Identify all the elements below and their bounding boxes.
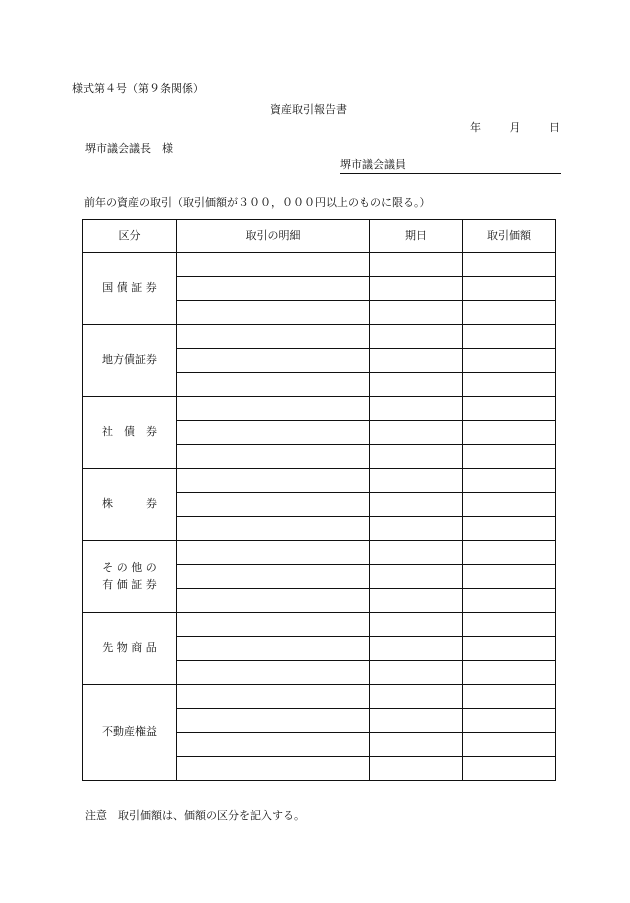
date-cell[interactable] — [370, 469, 463, 493]
date-cell[interactable] — [370, 445, 463, 469]
category-cell — [83, 253, 177, 325]
table-row — [83, 397, 556, 421]
amount-cell[interactable] — [463, 421, 556, 445]
table-row — [83, 325, 556, 349]
table-row — [83, 613, 556, 637]
details-cell[interactable] — [177, 493, 370, 517]
details-cell[interactable] — [177, 445, 370, 469]
details-cell[interactable] — [177, 373, 370, 397]
date-cell[interactable] — [370, 661, 463, 685]
table-row — [83, 469, 556, 493]
reporter-signature-line[interactable] — [340, 159, 561, 174]
details-cell[interactable] — [177, 541, 370, 565]
amount-cell[interactable] — [463, 397, 556, 421]
details-cell[interactable] — [177, 661, 370, 685]
category-cell — [83, 397, 177, 469]
category-cell — [83, 325, 177, 397]
category-cell — [83, 469, 177, 541]
details-cell[interactable] — [177, 637, 370, 661]
amount-cell[interactable] — [463, 613, 556, 637]
details-cell[interactable] — [177, 565, 370, 589]
details-cell[interactable] — [177, 757, 370, 781]
header-details: 取引の明細 — [177, 220, 370, 253]
addressee: 堺市議会議長 様 — [85, 142, 173, 155]
details-cell[interactable] — [177, 253, 370, 277]
details-cell[interactable] — [177, 517, 370, 541]
details-cell[interactable] — [177, 589, 370, 613]
category-label: 国 債 証 券 — [102, 281, 157, 295]
details-cell[interactable] — [177, 397, 370, 421]
amount-cell[interactable] — [463, 325, 556, 349]
header-amount: 取引価額 — [463, 220, 556, 253]
details-cell[interactable] — [177, 469, 370, 493]
category-label: 先 物 商 品 — [102, 641, 157, 655]
document-title: 資産取引報告書 — [270, 103, 347, 116]
amount-cell[interactable] — [463, 757, 556, 781]
category-cell — [83, 613, 177, 685]
amount-cell[interactable] — [463, 709, 556, 733]
asset-transaction-table — [82, 219, 556, 781]
amount-cell[interactable] — [463, 469, 556, 493]
amount-cell[interactable] — [463, 733, 556, 757]
intro-text: 前年の資産の取引（取引価額が３００，０００円以上のものに限る。） — [84, 196, 431, 209]
date-cell[interactable] — [370, 301, 463, 325]
amount-cell[interactable] — [463, 541, 556, 565]
category-label: 社 債 券 — [102, 425, 157, 439]
details-cell[interactable] — [177, 421, 370, 445]
date-cell[interactable] — [370, 757, 463, 781]
date-cell[interactable] — [370, 325, 463, 349]
date-cell[interactable] — [370, 277, 463, 301]
details-cell[interactable] — [177, 277, 370, 301]
amount-cell[interactable] — [463, 493, 556, 517]
amount-cell[interactable] — [463, 637, 556, 661]
details-cell[interactable] — [177, 733, 370, 757]
details-cell[interactable] — [177, 325, 370, 349]
date-cell[interactable] — [370, 349, 463, 373]
amount-cell[interactable] — [463, 349, 556, 373]
category-label: そ の 他 の 有 価 証 券 — [102, 561, 157, 591]
date-cell[interactable] — [370, 637, 463, 661]
table-row — [83, 541, 556, 565]
date-cell[interactable] — [370, 493, 463, 517]
amount-cell[interactable] — [463, 373, 556, 397]
date-cell[interactable] — [370, 421, 463, 445]
amount-cell[interactable] — [463, 685, 556, 709]
date-cell[interactable] — [370, 541, 463, 565]
category-label: 地方債証券 — [102, 353, 157, 367]
table-header-row — [83, 220, 556, 253]
date-cell[interactable] — [370, 685, 463, 709]
details-cell[interactable] — [177, 613, 370, 637]
details-cell[interactable] — [177, 349, 370, 373]
date-cell[interactable] — [370, 253, 463, 277]
details-cell[interactable] — [177, 301, 370, 325]
amount-cell[interactable] — [463, 301, 556, 325]
category-cell — [83, 685, 177, 781]
amount-cell[interactable] — [463, 589, 556, 613]
amount-cell[interactable] — [463, 565, 556, 589]
amount-cell[interactable] — [463, 445, 556, 469]
date-year-label: 年 — [470, 121, 481, 134]
amount-cell[interactable] — [463, 253, 556, 277]
details-cell[interactable] — [177, 685, 370, 709]
date-cell[interactable] — [370, 733, 463, 757]
date-cell[interactable] — [370, 589, 463, 613]
date-cell[interactable] — [370, 373, 463, 397]
table-row — [83, 685, 556, 709]
category-label: 不動産権益 — [102, 725, 157, 739]
amount-cell[interactable] — [463, 661, 556, 685]
header-date: 期日 — [370, 220, 463, 253]
amount-cell[interactable] — [463, 277, 556, 301]
date-cell[interactable] — [370, 397, 463, 421]
table-body — [83, 253, 556, 781]
category-label: 株 券 — [102, 497, 157, 511]
reporter-label: 堺市議会議員 — [340, 158, 406, 171]
table-row — [83, 253, 556, 277]
footnote: 注意 取引価額は、価額の区分を記入する。 — [85, 809, 305, 822]
category-cell — [83, 541, 177, 613]
form-number: 様式第４号（第９条関係） — [72, 82, 204, 95]
details-cell[interactable] — [177, 709, 370, 733]
date-cell[interactable] — [370, 613, 463, 637]
date-day-label: 日 — [549, 121, 560, 134]
amount-cell[interactable] — [463, 517, 556, 541]
date-cell[interactable] — [370, 565, 463, 589]
date-cell[interactable] — [370, 709, 463, 733]
date-month-label: 月 — [509, 121, 521, 134]
date-line — [470, 122, 560, 133]
header-category: 区分 — [83, 220, 177, 253]
date-cell[interactable] — [370, 517, 463, 541]
